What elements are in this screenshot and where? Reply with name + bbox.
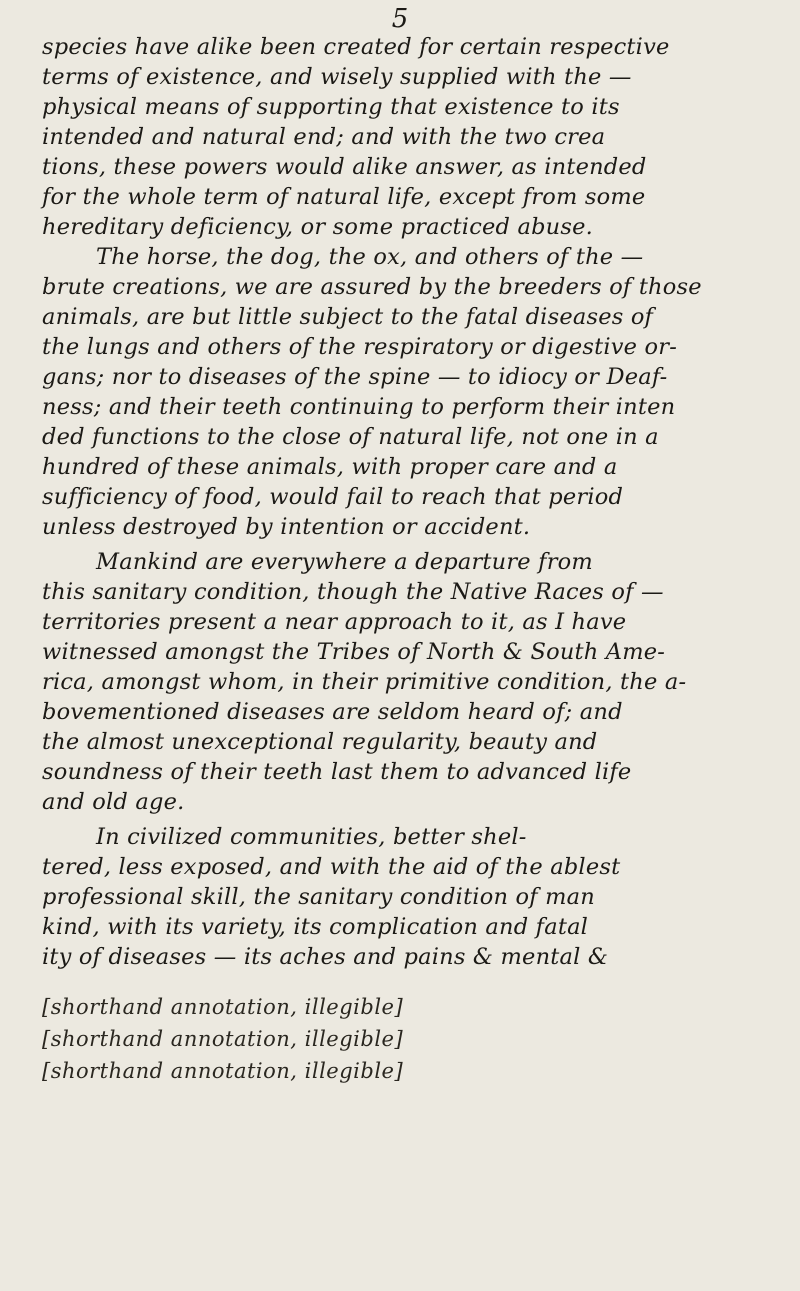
text-line: soundness of their teeth last them to advanced life xyxy=(42,759,632,785)
text-line: professional skill, the sanitary condition of man xyxy=(42,884,595,910)
text-line: ity of diseases — its aches and pains & mental & xyxy=(42,944,609,970)
text-line: ness; and their teeth continuing to perform their inten xyxy=(42,394,676,420)
text-line: territories present a near approach to it, as I have xyxy=(42,609,627,635)
shorthand-line: [shorthand annotation, illegible] xyxy=(42,1027,404,1051)
text-line: terms of existence, and wisely supplied with the — xyxy=(42,64,632,90)
text-line: The horse, the dog, the ox, and others of the — xyxy=(96,244,644,270)
text-line: hundred of these animals, with proper care and a xyxy=(42,454,618,480)
text-line: this sanitary condition, though the Native Races of — xyxy=(42,579,664,605)
text-line: animals, are but little subject to the fatal diseases of xyxy=(42,304,654,330)
text-line: rica, amongst whom, in their primitive condition, the a- xyxy=(42,669,687,695)
text-line: for the whole term of natural life, except from some xyxy=(42,184,646,210)
text-line: the lungs and others of the respiratory or digestive or- xyxy=(42,334,678,360)
text-line: kind, with its variety, its complication and fatal xyxy=(42,914,589,940)
text-line: brute creations, we are assured by the breeders of those xyxy=(42,274,702,300)
text-line: unless destroyed by intention or accident. xyxy=(42,514,531,540)
page-number: 5 xyxy=(391,4,409,34)
text-line: intended and natural end; and with the two crea xyxy=(42,124,606,150)
text-line: witnessed amongst the Tribes of North & South Ame- xyxy=(42,639,666,665)
text-line: species have alike been created for certain respective xyxy=(42,34,670,60)
text-line: ded functions to the close of natural life, not one in a xyxy=(42,424,659,450)
text-line: tered, less exposed, and with the aid of the ablest xyxy=(42,854,621,880)
text-line: hereditary deficiency, or some practiced abuse. xyxy=(42,214,593,240)
text-line: and old age. xyxy=(42,789,185,815)
text-line: bovementioned diseases are seldom heard of; and xyxy=(42,699,623,725)
text-line: sufficiency of food, would fail to reach that period xyxy=(42,484,624,510)
text-line: gans; nor to diseases of the spine — to idiocy or Deaf- xyxy=(42,364,668,390)
text-line: tions, these powers would alike answer, as intended xyxy=(42,154,647,180)
text-line: In civilized communities, better shel- xyxy=(96,824,527,850)
shorthand-line: [shorthand annotation, illegible] xyxy=(42,1059,404,1083)
text-line: Mankind are everywhere a departure from xyxy=(96,549,593,575)
text-line: physical means of supporting that existence to its xyxy=(42,94,620,120)
text-line: the almost unexceptional regularity, beauty and xyxy=(42,729,598,755)
shorthand-line: [shorthand annotation, illegible] xyxy=(42,995,404,1019)
